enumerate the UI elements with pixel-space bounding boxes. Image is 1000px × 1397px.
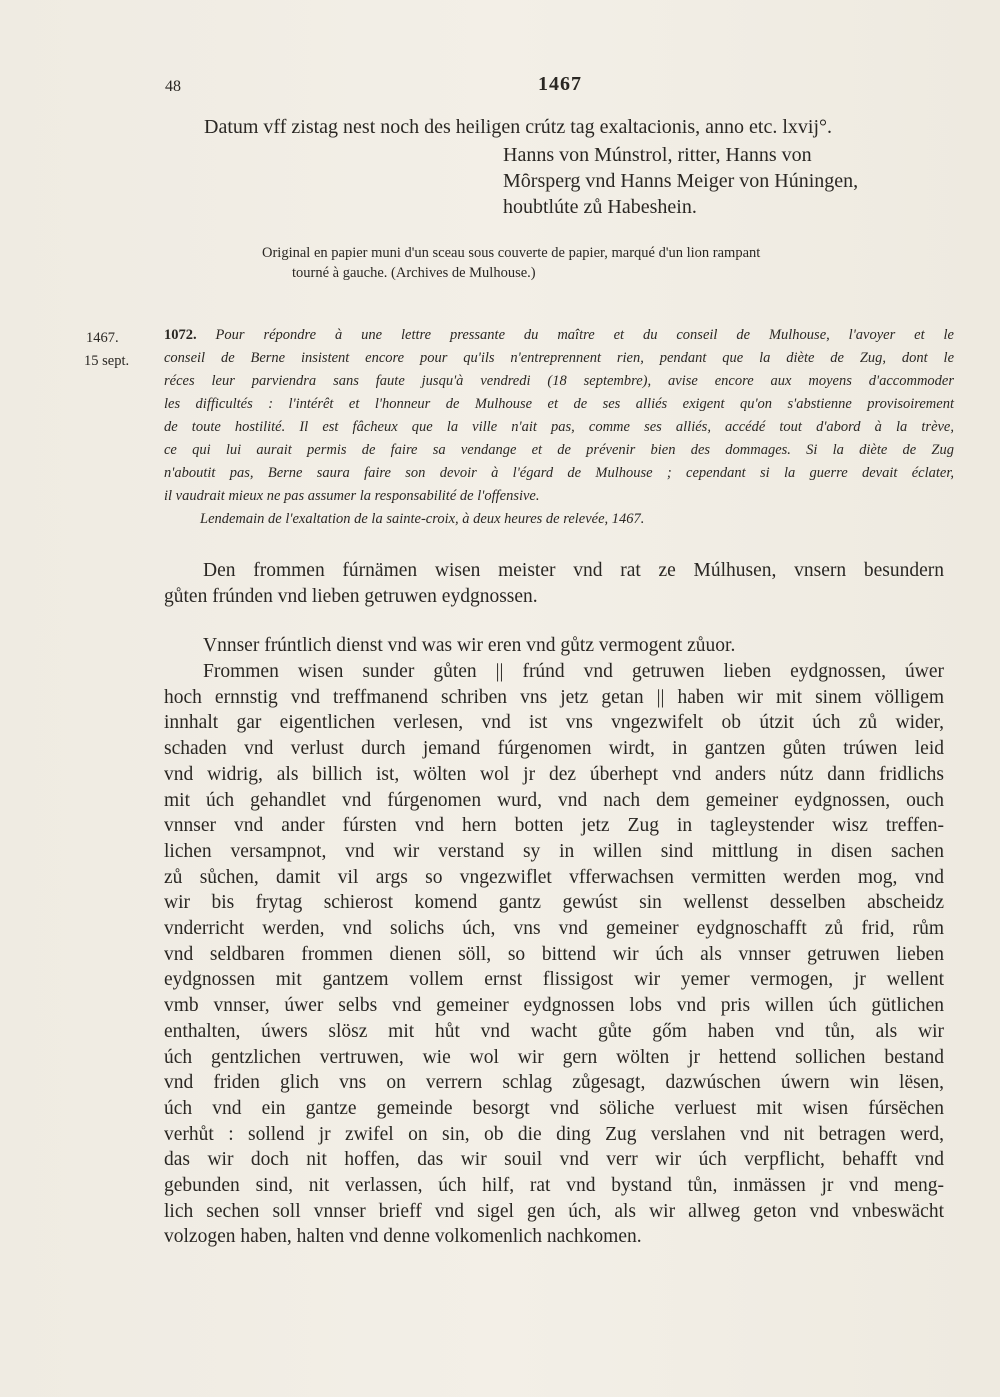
dating-clause: Datum vff zistag nest noch des heiligen crútz tag exaltacionis, anno etc. lxvij°. xyxy=(204,116,832,138)
signer-line: Hanns von Múnstrol, ritter, Hanns von xyxy=(503,144,812,166)
body-line: das wir doch nit hoffen, das wir souil vnd verr wir úch verpflicht, behafft vnd xyxy=(164,1149,944,1171)
body-line: eydgnossen mit gantzem vollem ernst flissigost wir yemer vermogen, jr wellent xyxy=(164,969,944,991)
summary-line: de toute hostilité. Il est fâcheux que la ville n'ait pas, comme ses alliés, accédé tout d'abord à la trève, xyxy=(164,419,954,435)
body-line: volzogen haben, halten vnd denne volkomenlich nachkomen. xyxy=(164,1226,642,1248)
summary-line: 1072. Pour répondre à une lettre pressante du maître et du conseil de Mulhouse, l'avoyer et le xyxy=(164,327,954,343)
summary-line: réces leur parviendra sans faute jusqu'à vendredi (18 septembre), avise encore aux moyens d'accommoder xyxy=(164,373,954,389)
signers-block xyxy=(503,142,943,220)
body-line: verhůt : sollend jr zwifel on sin, ob die ding Zug verslahen vnd nit betragen werd, xyxy=(164,1123,944,1145)
address-line: gůten frúnden vnd lieben getruwen eydgnossen. xyxy=(164,585,538,607)
address-line: Den frommen fúrnämen wisen meister vnd rat ze Múlhusen, vnsern besundern xyxy=(203,560,944,581)
letter-address xyxy=(164,558,944,609)
signer-line: houbtlúte zů Habeshein. xyxy=(503,196,697,218)
summary-line: les difficultés : l'intérêt et l'honneur de Mulhouse et de ses alliés exigent qu'on s'abstienne provisoirement xyxy=(164,396,954,412)
body-line: vnd widrig, als billich ist, wölten wol jr dez úberhept vnd anders nútz dann fridlichs xyxy=(164,763,944,785)
body-line: hoch ernnstig vnd treffmanend schriben vns jetz getan || haben wir mit sinem völligem xyxy=(164,686,944,708)
document-summary xyxy=(164,324,954,531)
body-line: wir bis frytag schierost komend gantz gewúst sin wellenst desselben abscheidz xyxy=(164,892,944,914)
summary-line: ce qui lui aurait permis de faire sa vendange et de prévenir bien des dommages. Si la diète de Zug xyxy=(164,442,954,458)
body-line: Frommen wisen sunder gůten || frúnd vnd getruwen lieben eydgnossen, úwer xyxy=(203,661,944,682)
body-line: úch gentzlichen vertruwen, wie wol wir gern wölten jr hettend sollichen bestand xyxy=(164,1046,944,1068)
summary-dateline: Lendemain de l'exaltation de la sainte-croix, à deux heures de relevée, 1467. xyxy=(200,511,645,527)
archival-note-line: Original en papier muni d'un sceau sous couverte de papier, marqué d'un lion rampant xyxy=(262,245,761,261)
page-number: 48 xyxy=(165,78,181,95)
body-line: mit úch gehandlet vnd fúrgenomen wurd, vnd nach dem gemeiner eydgnossen, ouch xyxy=(164,789,944,811)
body-line: lich sechen soll vnnser brieff vnd sigel gen úch, als wir allweg geton vnd vnbeswächt xyxy=(164,1200,944,1222)
letter-body xyxy=(164,659,944,1250)
summary-line: n'aboutit pas, Berne saura faire son devoir à l'égard de Mulhouse ; cependant si la guerre devait éclater, xyxy=(164,465,954,481)
document-number: 1072. xyxy=(164,327,197,343)
margin-year: 1467. xyxy=(86,330,119,346)
greeting-line: Vnnser frúntlich dienst vnd was wir eren vnd gůtz vermogent zůuor. xyxy=(203,635,736,656)
archival-note xyxy=(262,243,952,283)
body-line: lichen versampnot, vnd wir verstand sy in willen sind mittlung in disen sachen xyxy=(164,840,944,862)
archival-note-line: tourné à gauche. (Archives de Mulhouse.) xyxy=(292,265,536,281)
body-line: úch vnd ein gantze gemeinde besorgt vnd söliche verluest mit wisen fúrsëchen xyxy=(164,1097,944,1119)
body-line: vnd friden glich vns on verrern schlag zůgesagt, dazwúschen úwern win lësen, xyxy=(164,1072,944,1094)
page-header-year: 1467 xyxy=(538,73,582,95)
summary-line: il vaudrait mieux ne pas assumer la responsabilité de l'offensive. xyxy=(164,488,540,504)
letter-greeting xyxy=(164,633,944,659)
body-line: vnderricht werden, vnd solichs úch, vns vnd gemeiner eydgnoschafft zů frid, rům xyxy=(164,918,944,940)
signer-line: Mȏrsperg vnd Hanns Meiger von Húningen, xyxy=(503,170,859,192)
body-line: vnnser vnd ander fúrsten vnd hern botten jetz Zug in tagleystender wisz treffen- xyxy=(164,815,944,837)
body-line: schaden vnd verlust durch jemand fúrgenomen wirdt, in gantzen gůten trúwen leid xyxy=(164,738,944,760)
body-line: zů sůchen, damit vil args so vngezwiflet vfferwachsen vermitten werden mog, vnd xyxy=(164,866,944,888)
summary-line: conseil de Berne insistent encore pour qu'ils n'entreprennent rien, pendant que la diète de Zug, dont le xyxy=(164,350,954,366)
body-line: gebunden sind, nit verlassen, úch hilf, rat vnd bystand tůn, inmässen jr vnd meng- xyxy=(164,1175,944,1197)
body-line: vnd seldbaren frommen dienen söll, so bittend wir úch als vnnser getruwen lieben xyxy=(164,943,944,965)
body-line: innhalt gar eigentlichen verlesen, vnd ist vns vngezwifelt ob útzit úch zů wider, xyxy=(164,712,944,734)
body-line: vmb vnnser, úwer selbs vnd gemeiner eydgnossen lobs vnd pris willen úch gütlichen xyxy=(164,995,944,1017)
margin-date: 15 sept. xyxy=(84,353,130,369)
body-line: enthalten, úwers slösz mit hůt vnd wacht gůte gőm haben vnd tůn, als wir xyxy=(164,1020,944,1042)
